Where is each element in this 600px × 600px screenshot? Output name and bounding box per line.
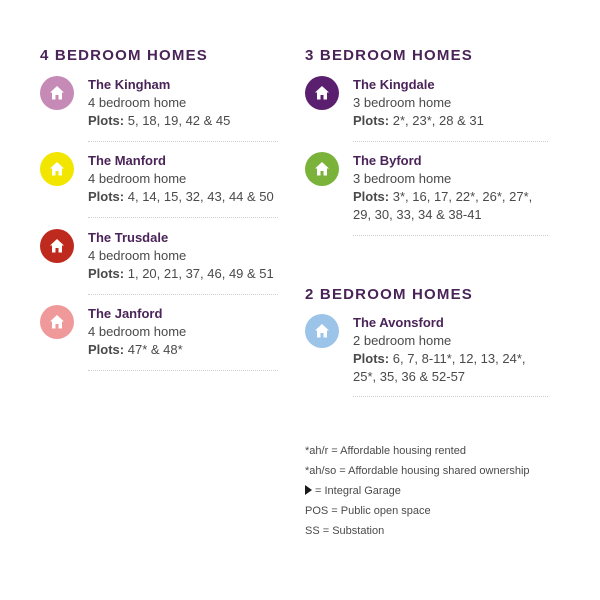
house-icon: [40, 76, 74, 110]
three-bedroom-heading: 3 BEDROOM HOMES: [305, 47, 474, 64]
home-name: The Janford: [88, 306, 163, 321]
home-plots: Plots: 47* & 48*: [88, 342, 183, 357]
home-name: The Kingdale: [353, 77, 435, 92]
home-type: 3 bedroom home: [353, 95, 452, 110]
divider: [353, 235, 548, 236]
legend: [305, 441, 565, 541]
home-type: 4 bedroom home: [88, 248, 187, 263]
divider: [88, 141, 278, 142]
legend-affordable-rented: *ah/r = Affordable housing rented: [305, 445, 466, 457]
house-icon: [40, 229, 74, 263]
house-icon: [305, 314, 339, 348]
home-type: 3 bedroom home: [353, 171, 452, 186]
house-icon: [40, 152, 74, 186]
home-plots: Plots: 1, 20, 21, 37, 46, 49 & 51: [88, 266, 274, 281]
home-type: 4 bedroom home: [88, 324, 187, 339]
legend-substation: SS = Substation: [305, 525, 385, 537]
triangle-right-icon: [305, 485, 312, 495]
home-name: The Kingham: [88, 77, 171, 92]
legend-affordable-shared: *ah/so = Affordable housing shared ownership: [305, 465, 530, 477]
house-icon: [305, 76, 339, 110]
home-plots: Plots: 5, 18, 19, 42 & 45: [88, 113, 231, 128]
home-name: The Byford: [353, 153, 422, 168]
divider: [88, 370, 278, 371]
home-plots-continued: 25*, 35, 36 & 52-57: [353, 369, 466, 384]
four-bedroom-heading: 4 BEDROOM HOMES: [40, 47, 209, 64]
home-type: 4 bedroom home: [88, 95, 187, 110]
divider: [88, 217, 278, 218]
home-plots: Plots: 2*, 23*, 28 & 31: [353, 113, 484, 128]
home-name: The Trusdale: [88, 230, 169, 245]
home-name: The Avonsford: [353, 315, 444, 330]
house-icon: [305, 152, 339, 186]
home-plots: Plots: 3*, 16, 17, 22*, 26*, 27*,: [353, 189, 533, 204]
home-type: 4 bedroom home: [88, 171, 187, 186]
home-type: 2 bedroom home: [353, 333, 452, 348]
divider: [353, 396, 548, 397]
legend-public-open-space: POS = Public open space: [305, 505, 431, 517]
home-plots: Plots: 6, 7, 8-11*, 12, 13, 24*,: [353, 351, 526, 366]
home-name: The Manford: [88, 153, 166, 168]
house-icon: [40, 305, 74, 339]
legend-integral-garage: = Integral Garage: [305, 481, 565, 501]
divider: [353, 141, 548, 142]
divider: [88, 294, 278, 295]
home-plots: Plots: 4, 14, 15, 32, 43, 44 & 50: [88, 189, 274, 204]
two-bedroom-heading: 2 BEDROOM HOMES: [305, 286, 474, 303]
home-plots-continued: 29, 30, 33, 34 & 38-41: [353, 207, 482, 222]
